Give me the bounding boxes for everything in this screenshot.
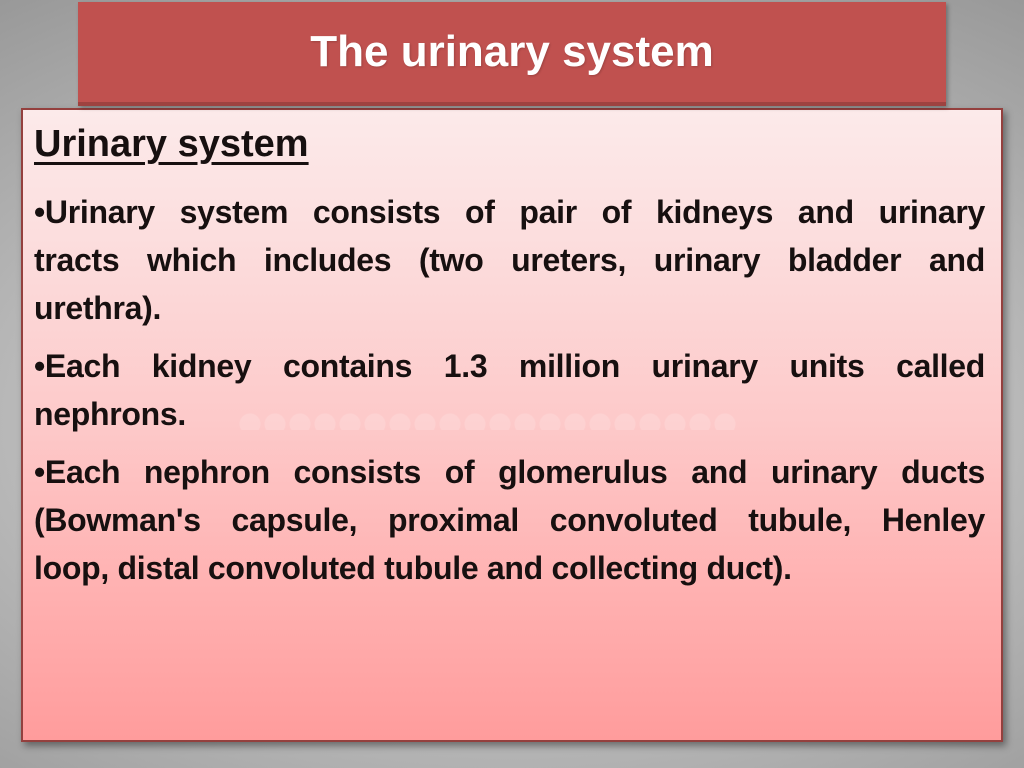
text-line: •Each kidney contains 1.3 million urinary units called <box>34 348 985 384</box>
bullet-paragraph <box>34 188 985 332</box>
bullet-paragraph <box>34 448 985 592</box>
content-heading-text: Urinary system <box>34 123 309 165</box>
text-line: loop, distal convoluted tubule and collecting duct). <box>34 550 792 586</box>
bullet-paragraph <box>34 342 985 438</box>
title-banner <box>78 2 946 106</box>
text-line: nephrons. <box>34 396 186 432</box>
text-line: tracts which includes (two ureters, urinary bladder and <box>34 242 985 278</box>
content-box <box>21 108 1003 742</box>
content-heading <box>34 118 985 170</box>
text-line: urethra). <box>34 290 162 326</box>
text-line: •Each nephron consists of glomerulus and urinary ducts <box>34 454 985 490</box>
paragraph-list <box>34 188 985 592</box>
slide-title: The urinary system <box>310 27 714 76</box>
text-line: •Urinary system consists of pair of kidneys and urinary <box>34 194 985 230</box>
text-line: (Bowman's capsule, proximal convoluted tubule, Henley <box>34 502 985 538</box>
